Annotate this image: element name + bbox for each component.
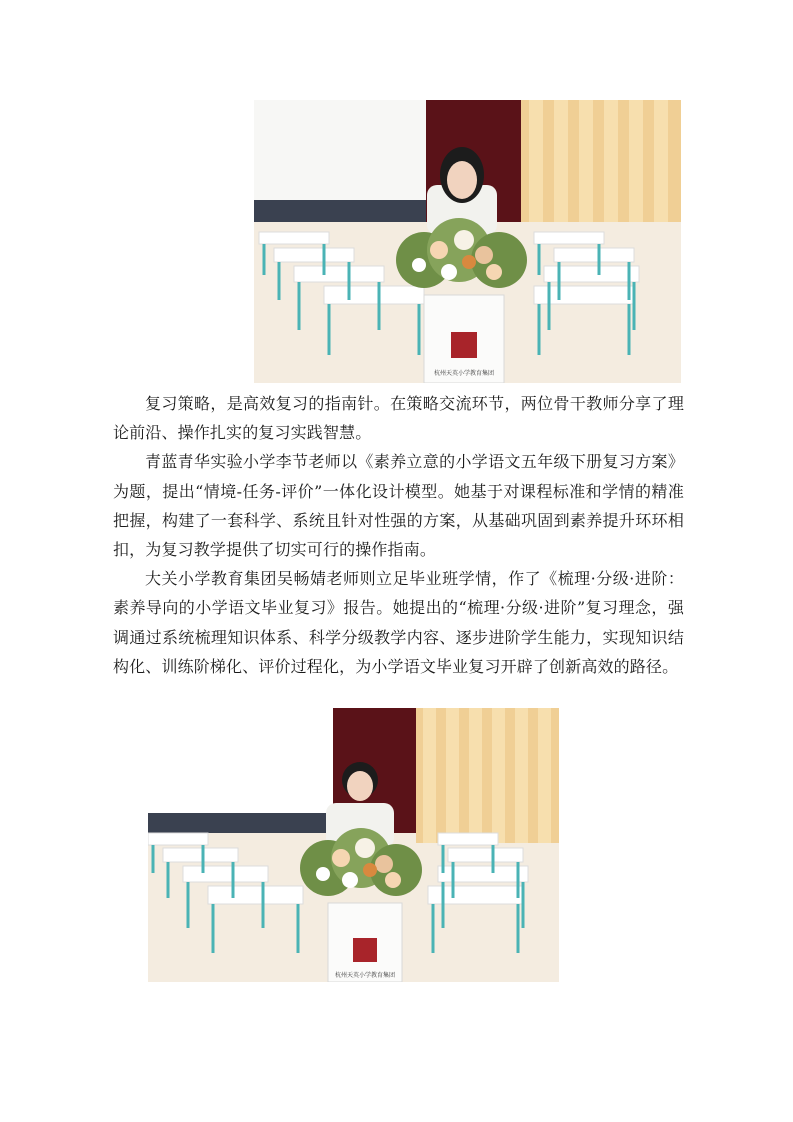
- paragraph-1: 复习策略，是高效复习的指南针。在策略交流环节，两位骨干教师分享了理论前沿、操作扎实的复习实践智慧。: [113, 394, 684, 443]
- speaker-photo-1-image: [254, 100, 681, 383]
- speaker-photo-2: [148, 708, 559, 982]
- paragraph-3: 大关小学教育集团吴畅婧老师则立足毕业班学情，作了《梳理·分级·进阶：素养导向的小学语文毕业复习》报告。她提出的“梳理·分级·进阶”复习理念，强调通过系统梳理知识体系、科学分级教学内容、逐步进阶学生能力，实现知识结构化、训练阶梯化、评价过程化，为小学语文毕业复习开辟了创新高效的路径。: [113, 569, 684, 676]
- podium-logo-text-1: 杭州天英小学教育集团: [433, 370, 495, 377]
- paragraph-2: 青蓝青华实验小学李节老师以《素养立意的小学语文五年级下册复习方案》为题，提出“情境-任务-评价”一体化设计模型。她基于对课程标准和学情的精准把握，构建了一套科学、系统且针对性强的方案，从基础巩固到素养提升环环相扣，为复习教学提供了切实可行的操作指南。: [113, 452, 684, 560]
- speaker-photo-2-image: [148, 708, 559, 982]
- article-body: [113, 389, 684, 681]
- podium-logo-text-2: 杭州天英小学教育集团: [334, 972, 396, 979]
- speaker-photo-1: [254, 100, 681, 383]
